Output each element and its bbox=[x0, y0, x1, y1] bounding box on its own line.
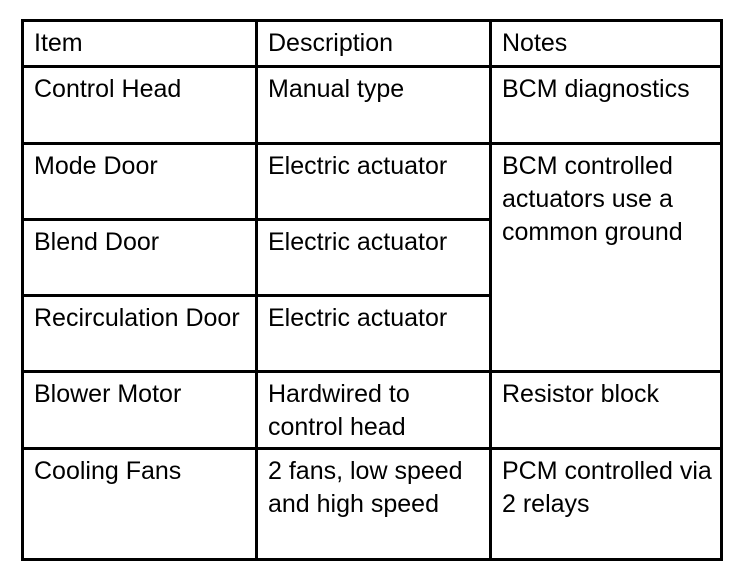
cell-description: Electric actuator bbox=[257, 144, 491, 220]
cell-description: Electric actuator bbox=[257, 296, 491, 372]
cell-notes: BCM diagnostics bbox=[491, 67, 722, 144]
table-row bbox=[23, 449, 722, 560]
table-header-row bbox=[23, 21, 722, 67]
header-description: Description bbox=[257, 21, 491, 67]
specifications-table bbox=[21, 19, 723, 561]
cell-item: Control Head bbox=[23, 67, 257, 144]
cell-item: Blend Door bbox=[23, 220, 257, 296]
table-row bbox=[23, 144, 722, 220]
cell-item: Cooling Fans bbox=[23, 449, 257, 560]
cell-description: Hardwired to control head bbox=[257, 372, 491, 449]
cell-description: Manual type bbox=[257, 67, 491, 144]
header-item: Item bbox=[23, 21, 257, 67]
cell-notes: Resistor block bbox=[491, 372, 722, 449]
header-notes: Notes bbox=[491, 21, 722, 67]
cell-item: Mode Door bbox=[23, 144, 257, 220]
cell-description: Electric actuator bbox=[257, 220, 491, 296]
cell-notes: PCM controlled via 2 relays bbox=[491, 449, 722, 560]
table-row bbox=[23, 372, 722, 449]
cell-item: Blower Motor bbox=[23, 372, 257, 449]
cell-description: 2 fans, low speed and high speed bbox=[257, 449, 491, 560]
table-row bbox=[23, 67, 722, 144]
cell-item: Recirculation Door bbox=[23, 296, 257, 372]
cell-notes-merged: BCM controlled actuators use a common ground bbox=[491, 144, 722, 372]
